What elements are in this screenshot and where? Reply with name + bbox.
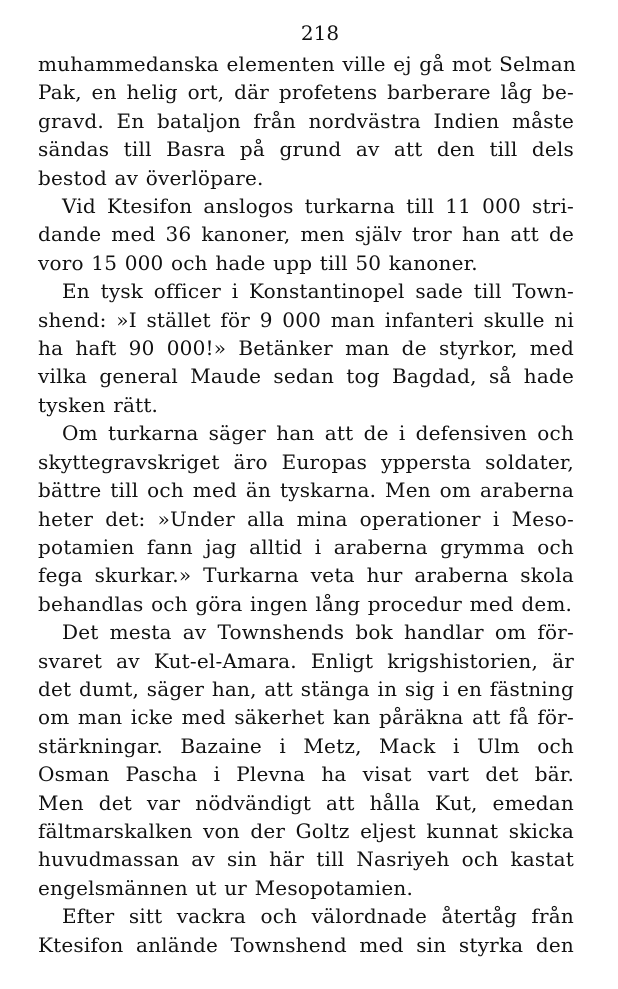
text-line: muhammedanska elementen ville ej gå mot Selman bbox=[38, 52, 577, 76]
text-line: Efter sitt vackra och välordnade återtåg från bbox=[62, 904, 574, 929]
text-line: shend: »I stället för 9 000 man infanteri skulle ni bbox=[38, 307, 574, 332]
text-line: gravd. En bataljon från nordvästra Indien måste bbox=[38, 108, 574, 133]
text-line: tysken rätt. bbox=[38, 392, 159, 417]
page-number: 218 bbox=[300, 21, 340, 45]
book-page bbox=[38, 18, 577, 959]
text-line: Vid Ktesifon anslogos turkarna till 11 000 stri- bbox=[62, 194, 574, 219]
text-line: Om turkarna säger han att de i defensiven och bbox=[62, 421, 574, 446]
text-line: engelsmännen ut ur Mesopotamien. bbox=[38, 875, 414, 900]
text-line: Det mesta av Townshends bok handlar om för- bbox=[62, 620, 574, 645]
text-line: stärkningar. Bazaine i Metz, Mack i Ulm och bbox=[38, 733, 574, 758]
text-line: skyttegravskriget äro Europas yppersta soldater, bbox=[38, 449, 574, 474]
text-line: bestod av överlöpare. bbox=[38, 165, 264, 190]
text-line: fältmarskalken von der Goltz eljest kunnat skicka bbox=[38, 818, 574, 843]
text-line: Osman Pascha i Plevna ha visat vart det bär. bbox=[38, 762, 574, 787]
text-line: behandlas och göra ingen lång procedur med dem. bbox=[38, 591, 573, 616]
text-line: dande med 36 kanoner, men själv tror han att de bbox=[38, 222, 574, 247]
text-line: heter det: »Under alla mina operationer i Meso- bbox=[38, 506, 574, 531]
text-line: det dumt, säger han, att stänga in sig i en fästning bbox=[38, 676, 574, 701]
text-line: om man icke med säkerhet kan påräkna att få för- bbox=[38, 705, 574, 730]
text-line: potamien fann jag alltid i araberna grymma och bbox=[38, 534, 574, 559]
text-line: bättre till och med än tyskarna. Men om araberna bbox=[38, 478, 574, 503]
text-line: huvudmassan av sin här till Nasriyeh och kastat bbox=[38, 847, 574, 872]
body-text bbox=[38, 50, 577, 959]
text-line: svaret av Kut-el-Amara. Enligt krigshistorien, är bbox=[38, 648, 574, 673]
text-line: Pak, en helig ort, där profetens barberare låg be- bbox=[38, 80, 574, 105]
text-line: fega skurkar.» Turkarna veta hur araberna skola bbox=[38, 563, 574, 588]
text-line: voro 15 000 och hade upp till 50 kanoner. bbox=[38, 250, 478, 275]
text-line: ha haft 90 000!» Betänker man de styrkor, med bbox=[38, 336, 574, 361]
text-line: En tysk officer i Konstantinopel sade till Town- bbox=[62, 279, 574, 304]
text-line: vilka general Maude sedan tog Bagdad, så hade bbox=[38, 364, 574, 389]
text-line: Men det var nödvändigt att hålla Kut, emedan bbox=[38, 790, 574, 815]
text-line: Ktesifon anlände Townshend med sin styrka den bbox=[38, 932, 574, 957]
text-line: sändas till Basra på grund av att den till dels bbox=[38, 137, 574, 162]
